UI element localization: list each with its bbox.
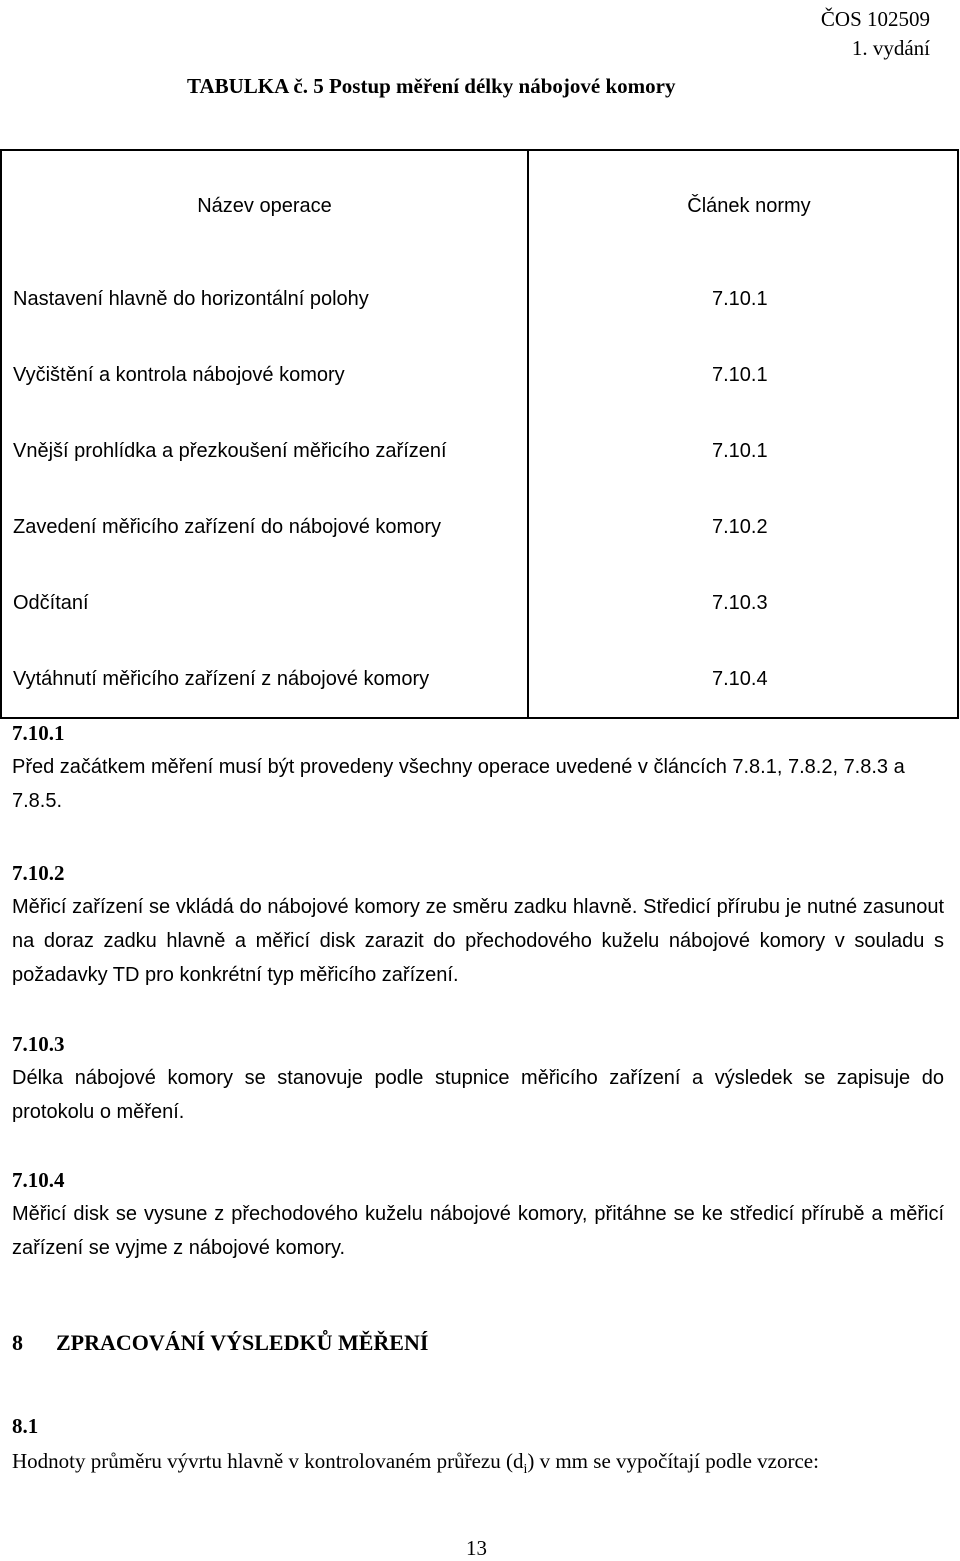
table-row <box>1 641 958 718</box>
operations-table <box>0 149 959 719</box>
chapter-number: 8 <box>12 1330 23 1355</box>
document-edition: 1. vydání <box>851 36 930 60</box>
chapter-heading <box>12 1330 428 1356</box>
chapter-title: ZPRACOVÁNÍ VÝSLEDKŮ MĚŘENÍ <box>56 1330 429 1355</box>
column-header-article: Článek normy <box>528 150 958 261</box>
article-ref: 7.10.4 <box>528 641 958 718</box>
section-text-part: Hodnoty průměru vývrtu hlavně v kontrolovaném průřezu (d <box>12 1449 524 1473</box>
article-ref: 7.10.1 <box>528 261 958 337</box>
operation-name: Vyčištění a kontrola nábojové komory <box>1 337 528 413</box>
section-7-10-1 <box>12 716 944 818</box>
section-number: 7.10.4 <box>12 1168 65 1192</box>
column-header-operation: Název operace <box>1 150 528 261</box>
section-8-1 <box>12 1409 944 1487</box>
table-row <box>1 261 958 337</box>
section-number: 7.10.1 <box>12 721 65 745</box>
article-ref: 7.10.2 <box>528 489 958 565</box>
operation-name: Nastavení hlavně do horizontální polohy <box>1 261 528 337</box>
table-row <box>1 413 958 489</box>
section-7-10-4 <box>12 1163 944 1265</box>
table-title: TABULKA č. 5 Postup měření délky nábojové komory <box>187 74 676 98</box>
table-row <box>1 337 958 413</box>
page-number: 13 <box>466 1536 487 1560</box>
subscript-i: i <box>523 1462 528 1478</box>
article-ref: 7.10.1 <box>528 413 958 489</box>
section-7-10-3 <box>12 1027 944 1129</box>
section-text-part: ) v mm se vypočítají podle vzorce: <box>527 1449 819 1473</box>
article-ref: 7.10.1 <box>528 337 958 413</box>
section-text: Měřicí zařízení se vkládá do nábojové komory ze směru zadku hlavně. Středicí přírubu je nutné zasunout na doraz zadku hlavně a měřicí disk zarazit do přechodového kuželu nábojové komory v souladu s požadavky TD pro konkrétní typ měřicího zařízení. <box>12 896 944 986</box>
section-text: Před začátkem měření musí být provedeny všechny operace uvedené v článcích 7.8.1, 7.8.2, 7.8.3 a 7.8.5. <box>12 756 905 812</box>
article-ref: 7.10.3 <box>528 565 958 641</box>
section-text: Měřicí disk se vysune z přechodového kuželu nábojové komory, přitáhne se ke středicí přírubě a měřicí zařízení se vyjme z nábojové komory. <box>12 1203 944 1259</box>
section-text: Délka nábojové komory se stanovuje podle stupnice měřicího zařízení a výsledek se zapisuje do protokolu o měření. <box>12 1067 944 1123</box>
document-code: ČOS 102509 <box>820 7 930 31</box>
section-number: 8.1 <box>12 1414 39 1438</box>
operation-name: Zavedení měřicího zařízení do nábojové komory <box>1 489 528 565</box>
section-number: 7.10.3 <box>12 1032 65 1056</box>
table-row <box>1 565 958 641</box>
operation-name: Vnější prohlídka a přezkoušení měřicího zařízení <box>1 413 528 489</box>
table-row <box>1 489 958 565</box>
table-header-row <box>1 150 958 261</box>
section-7-10-2 <box>12 856 944 992</box>
section-number: 7.10.2 <box>12 861 65 885</box>
operation-name: Vytáhnutí měřicího zařízení z nábojové komory <box>1 641 528 718</box>
operation-name: Odčítaní <box>1 565 528 641</box>
